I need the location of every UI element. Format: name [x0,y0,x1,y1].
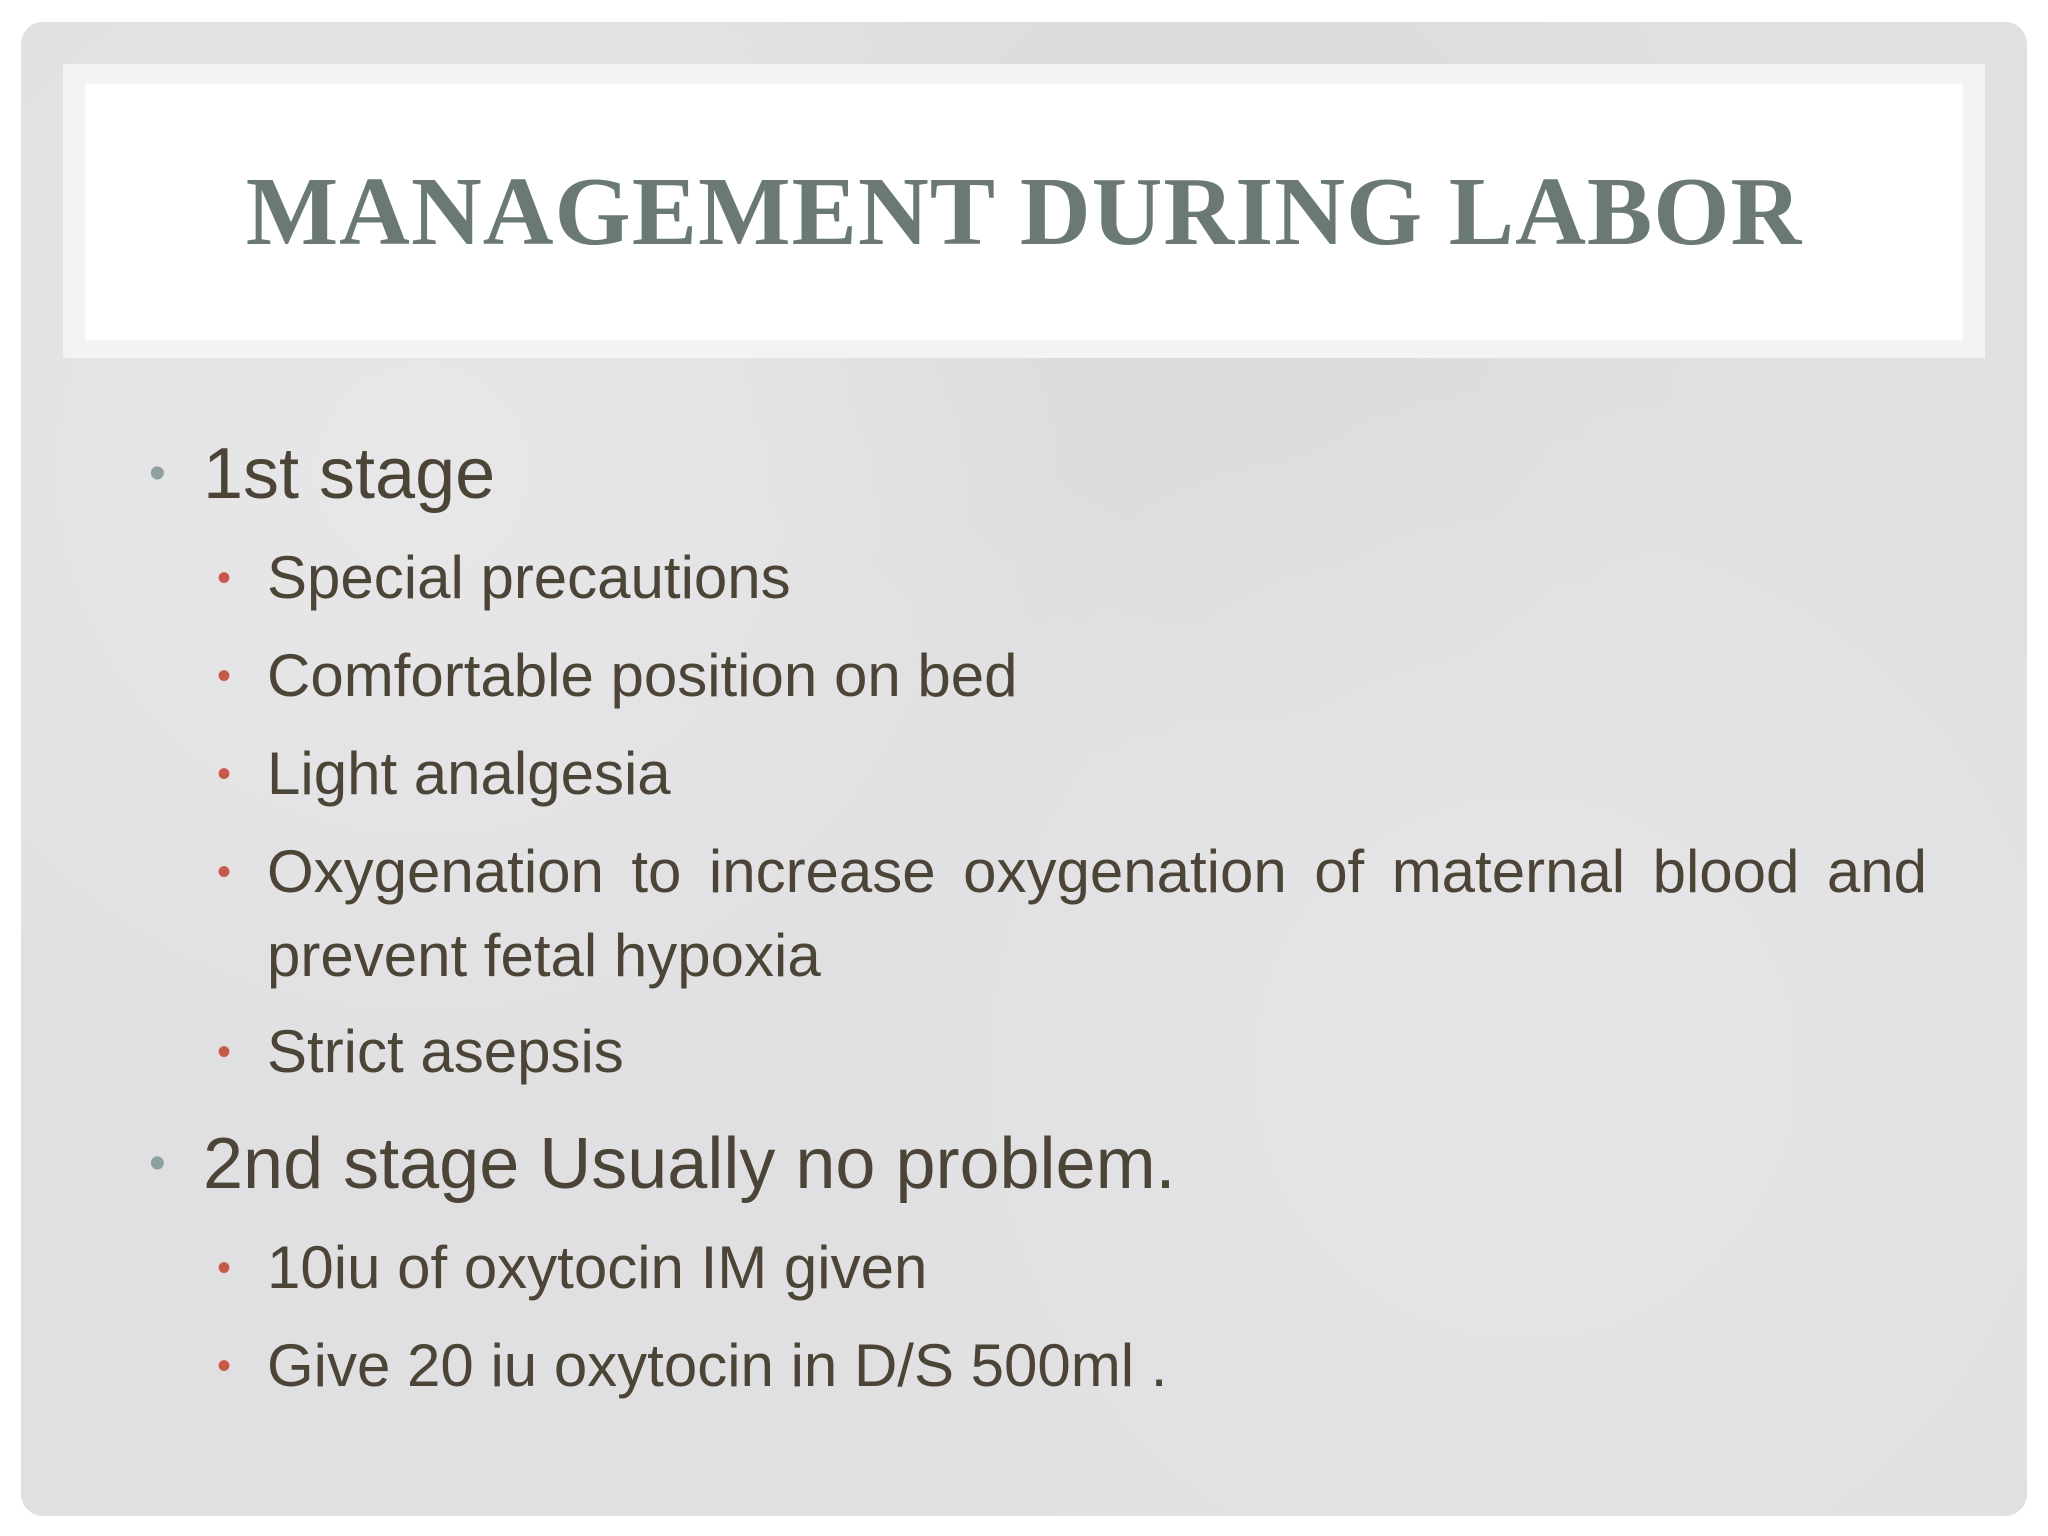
list-item-text: Strict asepsis [267,1018,624,1085]
section-heading-text: 2nd stage Usually no problem. [203,1124,1176,1204]
list-item-text: Special precautions [267,544,791,611]
bullet-dot-icon: • [149,1137,166,1190]
slide-content [21,22,2027,1516]
bullet-dot-icon: • [217,1246,232,1290]
slide [21,22,2027,1516]
list-item-text: Oxygenation to increase oxygenation of maternal blood and prevent fetal hypoxia [267,838,1927,989]
list-item-text: Give 20 iu oxytocin in D/S 500ml . [267,1332,1168,1399]
list-item-text: Comfortable position on bed [267,642,1018,709]
bullet-dot-icon: • [217,654,232,698]
bullet-dot-icon: • [217,1030,232,1074]
bullet-dot-icon: • [149,447,166,500]
list-item-text: Light analgesia [267,740,671,807]
list-item-text: 10iu of oxytocin IM given [267,1234,928,1301]
bullet-dot-icon: • [217,1344,232,1388]
bullet-dot-icon: • [217,556,232,600]
bullet-dot-icon: • [217,752,232,796]
bullet-dot-icon: • [217,850,232,894]
section-heading-text: 1st stage [203,434,496,514]
slide-title: MANAGEMENT DURING LABOR [245,158,1803,266]
